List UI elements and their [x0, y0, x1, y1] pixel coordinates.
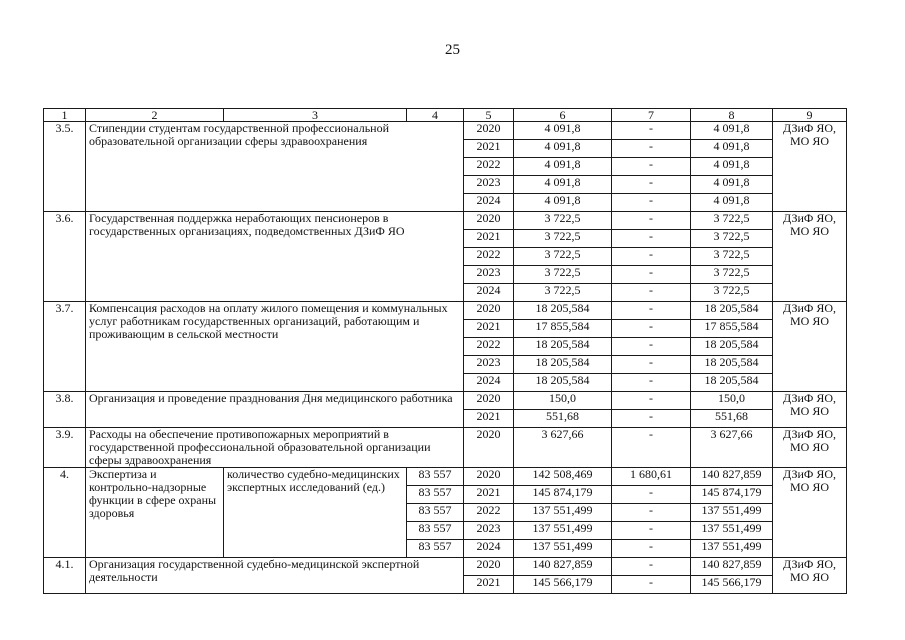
total-cell: 4 091,8 — [514, 122, 612, 140]
responsible-org: ДЗиФ ЯО, МО ЯО — [773, 468, 847, 558]
indicator-value: 83 557 — [407, 540, 464, 558]
total-cell: 4 091,8 — [514, 158, 612, 176]
year-cell: 2023 — [464, 266, 514, 284]
year-cell: 2023 — [464, 176, 514, 194]
federal-cell: - — [612, 504, 691, 522]
total-cell: 4 091,8 — [514, 194, 612, 212]
federal-cell: - — [612, 176, 691, 194]
federal-cell: - — [612, 140, 691, 158]
regional-cell: 137 551,499 — [691, 540, 773, 558]
federal-cell: - — [612, 522, 691, 540]
regional-cell: 4 091,8 — [691, 140, 773, 158]
federal-cell: - — [612, 122, 691, 140]
total-cell: 18 205,584 — [514, 302, 612, 320]
year-cell: 2022 — [464, 504, 514, 522]
federal-cell: - — [612, 486, 691, 504]
table-row — [44, 428, 847, 468]
federal-cell: - — [612, 194, 691, 212]
total-cell: 17 855,584 — [514, 320, 612, 338]
year-cell: 2024 — [464, 194, 514, 212]
header-cell: 6 — [514, 109, 612, 122]
total-cell: 140 827,859 — [514, 558, 612, 576]
federal-cell: - — [612, 576, 691, 594]
table-row — [44, 302, 847, 320]
responsible-org: ДЗиФ ЯО, МО ЯО — [773, 392, 847, 428]
regional-cell: 18 205,584 — [691, 302, 773, 320]
total-cell: 137 551,499 — [514, 540, 612, 558]
total-cell: 150,0 — [514, 392, 612, 410]
indicator-value: 83 557 — [407, 486, 464, 504]
federal-cell: - — [612, 338, 691, 356]
total-cell: 137 551,499 — [514, 504, 612, 522]
year-cell: 2020 — [464, 468, 514, 486]
section-number: 3.9. — [44, 428, 86, 468]
total-cell: 3 722,5 — [514, 230, 612, 248]
regional-cell: 137 551,499 — [691, 504, 773, 522]
total-cell: 3 627,66 — [514, 428, 612, 468]
regional-cell: 3 722,5 — [691, 266, 773, 284]
regional-cell: 4 091,8 — [691, 176, 773, 194]
regional-cell: 150,0 — [691, 392, 773, 410]
year-cell: 2021 — [464, 230, 514, 248]
year-cell: 2020 — [464, 428, 514, 468]
section-number: 3.6. — [44, 212, 86, 302]
federal-cell: - — [612, 302, 691, 320]
regional-cell: 18 205,584 — [691, 338, 773, 356]
federal-cell: - — [612, 212, 691, 230]
indicator-value: 83 557 — [407, 468, 464, 486]
section-number: 3.8. — [44, 392, 86, 428]
table-row — [44, 558, 847, 576]
header-cell: 4 — [407, 109, 464, 122]
total-cell: 145 566,179 — [514, 576, 612, 594]
year-cell: 2022 — [464, 158, 514, 176]
section-title: Организация и проведение празднования Дня медицинского работника — [86, 392, 464, 428]
year-cell: 2021 — [464, 576, 514, 594]
year-cell: 2022 — [464, 248, 514, 266]
regional-cell: 551,68 — [691, 410, 773, 428]
header-cell: 9 — [773, 109, 847, 122]
section-title: Государственная поддержка неработающих пенсионеров в государственных организациях, подведомственных ДЗиФ ЯО — [86, 212, 464, 302]
regional-cell: 18 205,584 — [691, 356, 773, 374]
regional-cell: 140 827,859 — [691, 558, 773, 576]
year-cell: 2020 — [464, 558, 514, 576]
federal-cell: - — [612, 320, 691, 338]
regional-cell: 137 551,499 — [691, 522, 773, 540]
section-number: 4. — [44, 468, 86, 558]
header-cell: 8 — [691, 109, 773, 122]
federal-cell: - — [612, 410, 691, 428]
federal-cell: - — [612, 266, 691, 284]
year-cell: 2024 — [464, 540, 514, 558]
regional-cell: 4 091,8 — [691, 122, 773, 140]
header-row — [44, 109, 847, 122]
year-cell: 2021 — [464, 486, 514, 504]
indicator-value: 83 557 — [407, 522, 464, 540]
section-number: 4.1. — [44, 558, 86, 594]
total-cell: 551,68 — [514, 410, 612, 428]
federal-cell: - — [612, 248, 691, 266]
federal-cell: 1 680,61 — [612, 468, 691, 486]
section-title: Экспертиза и контрольно-надзорные функции в сфере охраны здоровья — [86, 468, 224, 558]
federal-cell: - — [612, 374, 691, 392]
regional-cell: 18 205,584 — [691, 374, 773, 392]
total-cell: 137 551,499 — [514, 522, 612, 540]
responsible-org: ДЗиФ ЯО, МО ЯО — [773, 122, 847, 212]
regional-cell: 140 827,859 — [691, 468, 773, 486]
federal-cell: - — [612, 558, 691, 576]
regional-cell: 17 855,584 — [691, 320, 773, 338]
year-cell: 2022 — [464, 338, 514, 356]
federal-cell: - — [612, 392, 691, 410]
year-cell: 2024 — [464, 374, 514, 392]
table-row — [44, 468, 847, 486]
header-cell: 5 — [464, 109, 514, 122]
total-cell: 18 205,584 — [514, 356, 612, 374]
total-cell: 4 091,8 — [514, 176, 612, 194]
year-cell: 2020 — [464, 122, 514, 140]
section-title: Расходы на обеспечение противопожарных мероприятий в государственной профессиональной образовательной организации сферы здравоохранения — [86, 428, 464, 468]
year-cell: 2020 — [464, 302, 514, 320]
year-cell: 2020 — [464, 392, 514, 410]
year-cell: 2021 — [464, 140, 514, 158]
table-row — [44, 392, 847, 410]
regional-cell: 4 091,8 — [691, 194, 773, 212]
total-cell: 4 091,8 — [514, 140, 612, 158]
year-cell: 2021 — [464, 410, 514, 428]
responsible-org: ДЗиФ ЯО, МО ЯО — [773, 428, 847, 468]
regional-cell: 3 722,5 — [691, 248, 773, 266]
total-cell: 3 722,5 — [514, 248, 612, 266]
section-title: Стипендии студентам государственной профессиональной образовательной организации сферы здравоохранения — [86, 122, 464, 212]
total-cell: 3 722,5 — [514, 212, 612, 230]
section-number: 3.7. — [44, 302, 86, 392]
federal-cell: - — [612, 428, 691, 468]
regional-cell: 3 627,66 — [691, 428, 773, 468]
table-row — [44, 212, 847, 230]
total-cell: 18 205,584 — [514, 338, 612, 356]
regional-cell: 4 091,8 — [691, 158, 773, 176]
section-title: Организация государственной судебно-медицинской экспертной деятельности — [86, 558, 464, 594]
header-cell: 7 — [612, 109, 691, 122]
regional-cell: 3 722,5 — [691, 212, 773, 230]
total-cell: 3 722,5 — [514, 266, 612, 284]
year-cell: 2024 — [464, 284, 514, 302]
responsible-org: ДЗиФ ЯО, МО ЯО — [773, 302, 847, 392]
total-cell: 18 205,584 — [514, 374, 612, 392]
year-cell: 2020 — [464, 212, 514, 230]
total-cell: 145 874,179 — [514, 486, 612, 504]
indicator-name: количество судебно-медицинских экспертных исследований (ед.) — [224, 468, 407, 558]
section-number: 3.5. — [44, 122, 86, 212]
regional-cell: 145 566,179 — [691, 576, 773, 594]
year-cell: 2023 — [464, 356, 514, 374]
total-cell: 142 508,469 — [514, 468, 612, 486]
regional-cell: 3 722,5 — [691, 230, 773, 248]
regional-cell: 145 874,179 — [691, 486, 773, 504]
federal-cell: - — [612, 284, 691, 302]
regional-cell: 3 722,5 — [691, 284, 773, 302]
table-row — [44, 122, 847, 140]
federal-cell: - — [612, 540, 691, 558]
section-title: Компенсация расходов на оплату жилого помещения и коммунальных услуг работникам государственных организаций, работающим и проживающим в сельской местности — [86, 302, 464, 392]
indicator-value: 83 557 — [407, 504, 464, 522]
year-cell: 2023 — [464, 522, 514, 540]
header-cell: 1 — [44, 109, 86, 122]
total-cell: 3 722,5 — [514, 284, 612, 302]
page-number: 25 — [445, 42, 460, 58]
federal-cell: - — [612, 230, 691, 248]
year-cell: 2021 — [464, 320, 514, 338]
responsible-org: ДЗиФ ЯО, МО ЯО — [773, 558, 847, 594]
budget-table — [43, 108, 847, 594]
responsible-org: ДЗиФ ЯО, МО ЯО — [773, 212, 847, 302]
header-cell: 2 — [86, 109, 224, 122]
federal-cell: - — [612, 356, 691, 374]
federal-cell: - — [612, 158, 691, 176]
header-cell: 3 — [224, 109, 407, 122]
